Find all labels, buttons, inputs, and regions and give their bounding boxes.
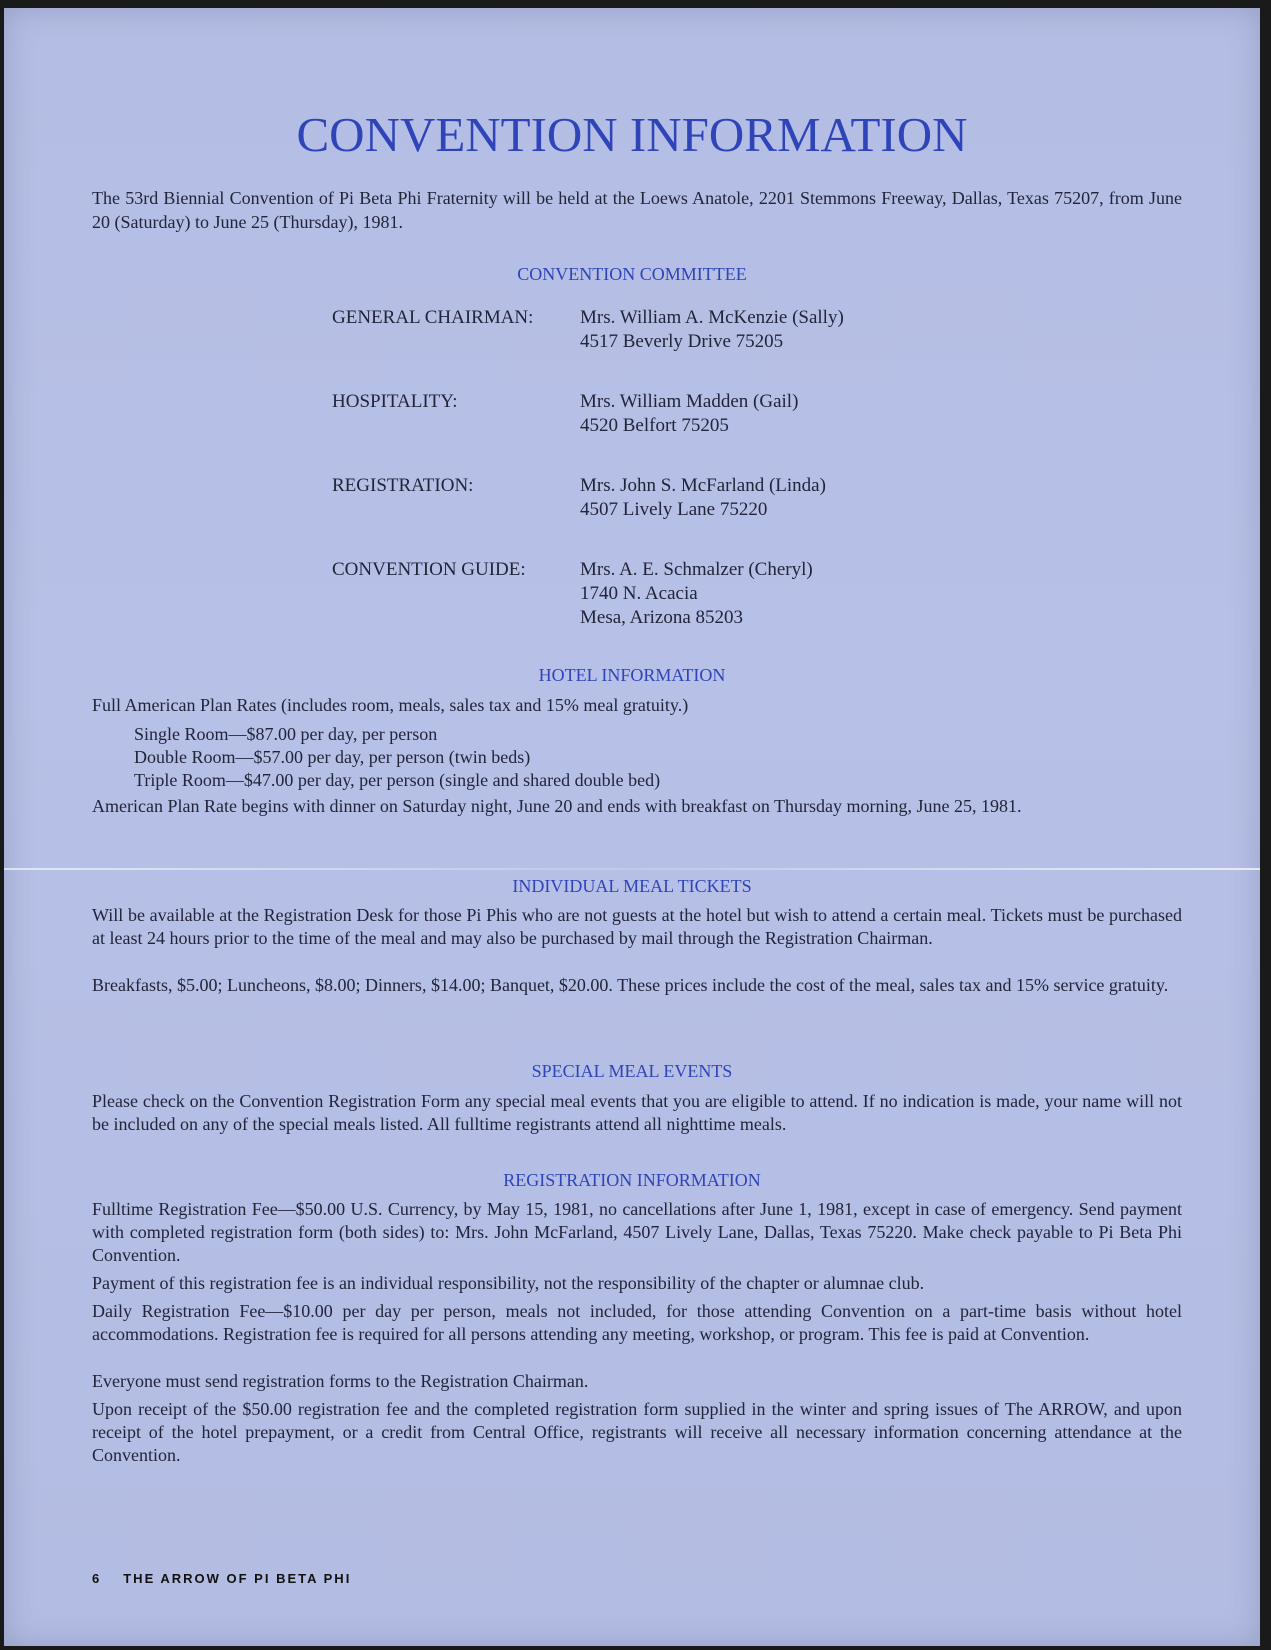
committee-role: HOSPITALITY: (332, 391, 458, 412)
committee-role: CONVENTION GUIDE: (332, 559, 526, 580)
page-title: CONVENTION INFORMATION (296, 107, 968, 162)
committee-person (580, 558, 813, 630)
committee-heading: CONVENTION COMMITTEE (517, 264, 747, 284)
person-name: Mrs. John S. McFarland (Linda) (580, 475, 826, 496)
committee-person (580, 306, 844, 354)
meal-tickets-heading: INDIVIDUAL MEAL TICKETS (512, 876, 752, 896)
document-page (4, 8, 1260, 1646)
registration-paragraph-1: Fulltime Registration Fee—$50.00 U.S. Currency, by May 15, 1981, no cancellations after June 1, 1981, except in case of emergency. Send payment with completed registration form (both sides) to: Mrs. John McFarland, 4507 Lively Lane, Dallas, Texas 75220. Make check payable to Pi Beta Phi Convention. (92, 1199, 1182, 1265)
registration-paragraph-2: Payment of this registration fee is an individual responsibility, not the responsibility of the chapter or alumnae club. (92, 1273, 925, 1293)
rate-double-room: Double Room—$57.00 per day, per person (twin beds) (134, 747, 531, 767)
page-number: 6 (92, 1571, 102, 1586)
person-address: 1740 N. Acacia (580, 583, 698, 604)
committee-person (580, 390, 798, 438)
registration-heading: REGISTRATION INFORMATION (503, 1170, 761, 1190)
publication-name: THE ARROW OF PI BETA PHI (123, 1571, 352, 1586)
special-meals-heading: SPECIAL MEAL EVENTS (531, 1061, 733, 1081)
intro-paragraph: The 53rd Biennial Convention of Pi Beta Phi Fraternity will be held at the Loews Anatole, 2201 Stemmons Freeway, Dallas, Texas 75207, from June 20 (Saturday) to June 25 (Thursday), 1981. (92, 188, 1182, 232)
special-meals-paragraph: Please check on the Convention Registration Form any special meal events that you are eligible to attend. If no indication is made, your name will not be included on any of the special meals listed. All fulltime registrants attend all nighttime meals. (92, 1091, 1182, 1134)
person-address: 4517 Beverly Drive 75205 (580, 331, 784, 352)
rate-triple-room: Triple Room—$47.00 per day, per person (single and shared double bed) (134, 770, 661, 790)
person-address: 4507 Lively Lane 75220 (580, 499, 768, 520)
hotel-plan-text: Full American Plan Rates (includes room, meals, sales tax and 15% meal gratuity.) (92, 695, 689, 715)
page-fold-line (4, 868, 1260, 870)
page-footer (92, 1571, 373, 1586)
person-city: Mesa, Arizona 85203 (580, 607, 744, 628)
meal-tickets-paragraph-2: Breakfasts, $5.00; Luncheons, $8.00; Dinners, $14.00; Banquet, $20.00. These prices include the cost of the meal, sales tax and 15% service gratuity. (92, 975, 1169, 995)
person-address: 4520 Belfort 75205 (580, 415, 729, 436)
hotel-heading: HOTEL INFORMATION (538, 665, 726, 685)
person-name: Mrs. William Madden (Gail) (580, 391, 799, 412)
committee-role: GENERAL CHAIRMAN: (332, 307, 534, 328)
rate-single-room: Single Room—$87.00 per day, per person (134, 724, 438, 744)
person-name: Mrs. A. E. Schmalzer (Cheryl) (580, 559, 813, 580)
person-name: Mrs. William A. McKenzie (Sally) (580, 307, 844, 328)
hotel-plan-note: American Plan Rate begins with dinner on Saturday night, June 20 and ends with breakfast on Thursday morning, June 25, 1981. (92, 796, 1022, 816)
committee-role: REGISTRATION: (332, 475, 474, 496)
committee-person (580, 474, 826, 522)
meal-tickets-paragraph-1: Will be available at the Registration Desk for those Pi Phis who are not guests at the hotel but wish to attend a certain meal. Tickets must be purchased at least 24 hours prior to the time of the meal and may also be purchased by mail through the Registration Chairman. (92, 905, 1182, 948)
registration-paragraph-5: Upon receipt of the $50.00 registration fee and the completed registration form supplied in the winter and spring issues of The ARROW, and upon receipt of the hotel prepayment, or a credit from Central Office, registrants will receive all necessary information concerning attendance at the Convention. (92, 1399, 1182, 1465)
registration-paragraph-3: Daily Registration Fee—$10.00 per day per person, meals not included, for those attending Convention on a part-time basis without hotel accommodations. Registration fee is required for all persons attending any meeting, workshop, or program. This fee is paid at Convention. (92, 1301, 1182, 1344)
registration-paragraph-4: Everyone must send registration forms to the Registration Chairman. (92, 1371, 589, 1391)
